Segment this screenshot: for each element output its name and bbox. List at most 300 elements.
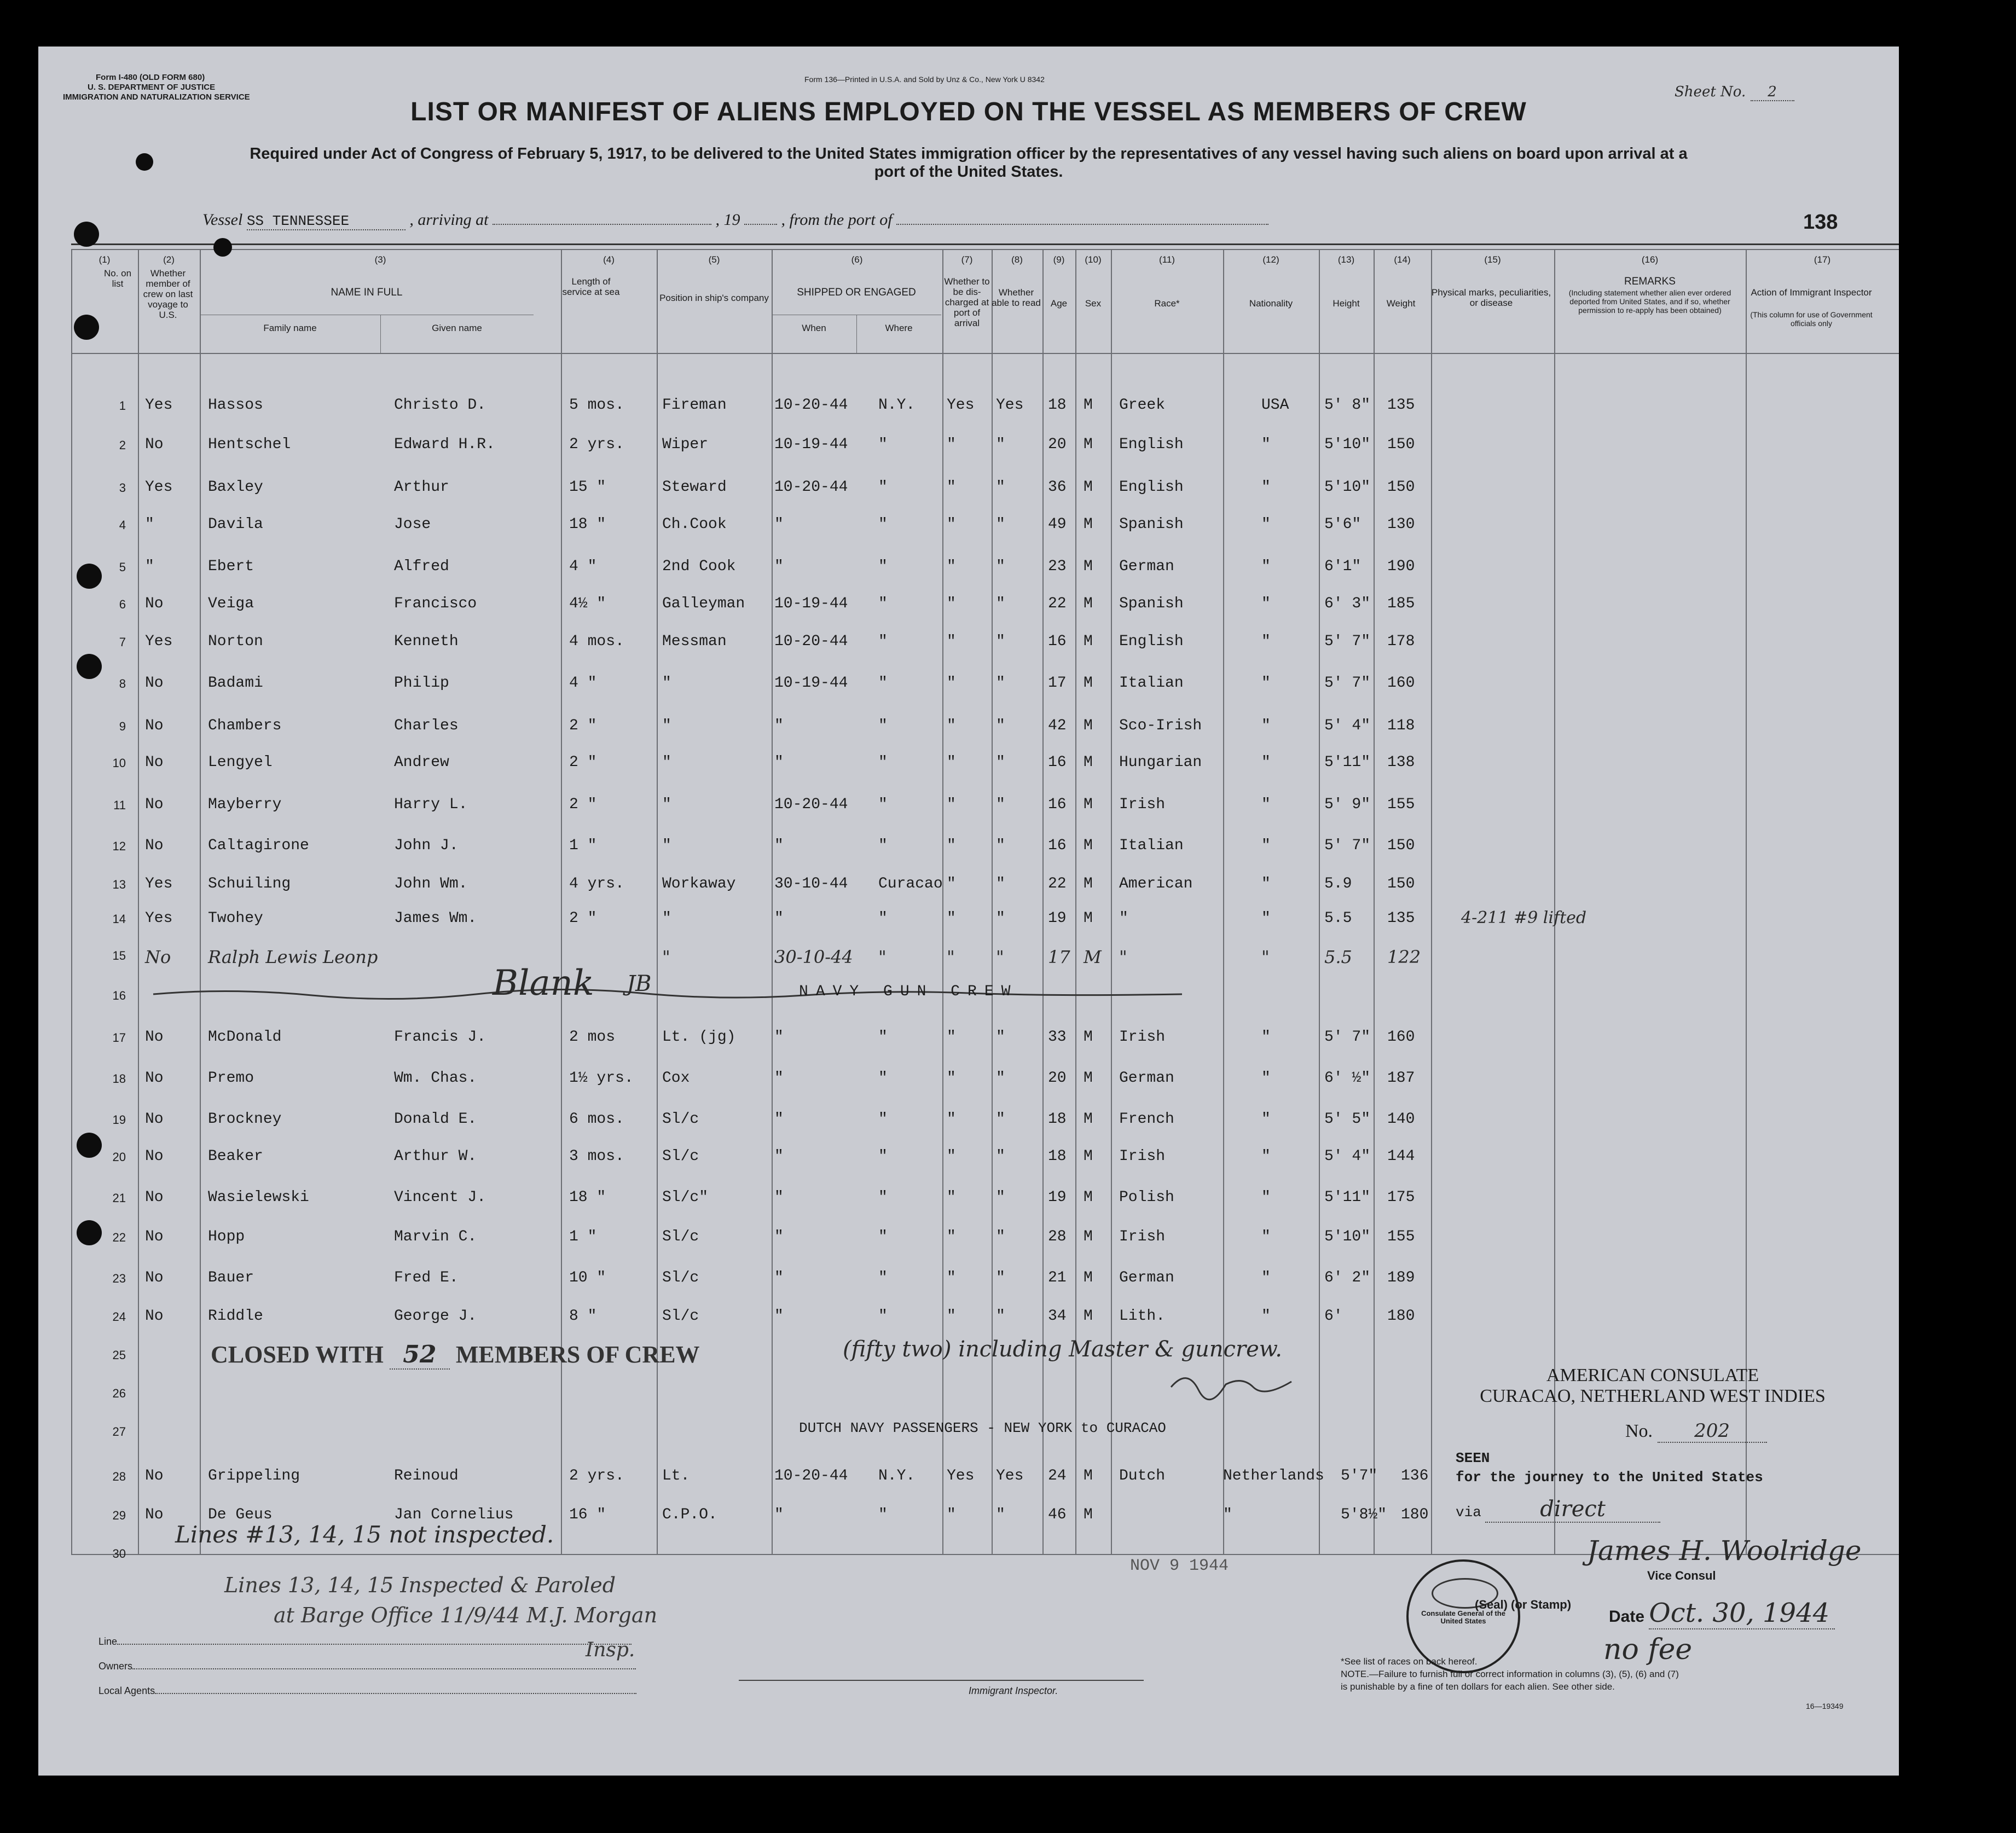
cell-when: " — [774, 1111, 784, 1128]
row-number: 23 — [112, 1272, 126, 1285]
blank-initials: JB — [627, 971, 652, 996]
cell-discharged: Yes — [947, 397, 975, 414]
cell-prev: " — [145, 516, 154, 533]
cell-position: Sl/c — [662, 1269, 699, 1286]
cell-sex: M — [1084, 397, 1093, 414]
colhead-age: Age — [1050, 298, 1068, 309]
cell-sex: M — [1084, 1029, 1093, 1046]
colhead-member: Whether member of crew on last voyage to U.S. — [143, 268, 193, 320]
row-number: 20 — [112, 1150, 126, 1164]
cell-height: 5'10" — [1324, 436, 1371, 453]
cell-race: Dutch — [1119, 1467, 1166, 1484]
cell-where: " — [878, 479, 888, 496]
cell-weight: 155 — [1387, 796, 1415, 813]
cell-discharged: " — [947, 1506, 956, 1523]
cell-read: " — [996, 558, 1005, 575]
cell-discharged: " — [947, 796, 956, 813]
cell-nationality: " — [1261, 1070, 1271, 1087]
cell-position: Sl/c — [662, 1148, 699, 1165]
punch-hole — [74, 222, 99, 247]
date-stamp: NOV 9 1944 — [1130, 1557, 1229, 1575]
cell-prev: No — [145, 1269, 164, 1286]
cell-given: Marvin C. — [394, 1228, 477, 1245]
cell-race: English — [1119, 479, 1184, 496]
cell-height: 5'11" — [1324, 754, 1371, 771]
cell-length: 2 " — [569, 717, 597, 734]
row-number: 19 — [112, 1113, 126, 1127]
cell-age: 46 — [1048, 1506, 1067, 1523]
immigrant-inspector-label: Immigrant Inspector. — [969, 1685, 1058, 1696]
cell-age: 34 — [1048, 1308, 1067, 1325]
subtitle — [71, 145, 1866, 181]
cell-read: " — [996, 1029, 1005, 1046]
cell-age: 20 — [1048, 1070, 1067, 1087]
cell-given: John Wm. — [394, 875, 468, 892]
cell-where: " — [878, 633, 888, 650]
cell-read: " — [996, 875, 1005, 892]
cell-race: Irish — [1119, 1029, 1166, 1046]
punch-hole — [77, 1133, 102, 1158]
column-subrule — [380, 315, 381, 353]
cell-read: " — [996, 1070, 1005, 1087]
cell-where: " — [878, 1189, 888, 1206]
cell-height: 5' 5" — [1324, 1111, 1371, 1128]
cell-sex: M — [1084, 1189, 1093, 1206]
cell-sex: M — [1084, 717, 1093, 734]
cell-age: 42 — [1048, 717, 1067, 734]
closed-suffix: MEMBERS OF CREW — [455, 1341, 700, 1368]
races-note: *See list of races on back hereof. — [1341, 1656, 1478, 1667]
cell-length: 2 yrs. — [569, 1467, 624, 1484]
cell-height: 5' 7" — [1324, 837, 1371, 854]
cell-length: 16 " — [569, 1506, 606, 1523]
punch-hole — [77, 1220, 102, 1245]
closed-initials-scribble — [1166, 1365, 1297, 1403]
cell-prev: Yes — [145, 875, 173, 892]
cell-sex: M — [1084, 1506, 1093, 1523]
column-number: (1) — [99, 254, 111, 265]
cell-where: " — [878, 1308, 888, 1325]
row-number: 26 — [112, 1387, 126, 1400]
cell-race: German — [1119, 558, 1174, 575]
cell-given: George J. — [394, 1308, 477, 1325]
cell-prev: Yes — [145, 910, 173, 927]
colhead-weight: Weight — [1386, 298, 1416, 309]
printer-line: Form 136—Printed in U.S.A. and Sold by Unz & Co., New York U 8342 — [804, 75, 1045, 84]
cell-given: Reinoud — [394, 1467, 459, 1484]
cell-nationality: " — [1261, 436, 1271, 453]
cell-discharged: Yes — [947, 1467, 975, 1484]
lines-note-2: Lines 13, 14, 15 Inspected & Paroled — [224, 1573, 616, 1597]
colhead-name: NAME IN FULL — [331, 287, 403, 298]
cell-when: 10-20-44 — [774, 1467, 848, 1484]
column-number: (5) — [708, 254, 720, 265]
cell-race: American — [1119, 875, 1193, 892]
cell-age: 16 — [1048, 796, 1067, 813]
cell-height: 6' 2" — [1324, 1269, 1371, 1286]
cell-sex: M — [1084, 595, 1093, 612]
cell-family: De Geus — [208, 1506, 273, 1523]
column-number: (4) — [603, 254, 615, 265]
footer-agents-label: Local Agents — [99, 1685, 155, 1696]
cell-nationality: USA — [1261, 397, 1289, 414]
cell-weight: 180 — [1401, 1506, 1429, 1523]
cell-weight: 185 — [1387, 595, 1415, 612]
cell-read: " — [996, 837, 1005, 854]
cell-when: " — [774, 837, 784, 854]
cell-age: 23 — [1048, 558, 1067, 575]
cell-height: 5'8½" — [1341, 1506, 1387, 1523]
cell-when: 10-20-44 — [774, 796, 848, 813]
cell-nationality: " — [1223, 1506, 1232, 1523]
vice-consul-label: Vice Consul — [1647, 1569, 1716, 1582]
column-rule — [1554, 249, 1555, 1554]
row-number: 10 — [112, 756, 126, 770]
cell-prev: No — [145, 675, 164, 692]
consulate-date — [1609, 1598, 1835, 1629]
cell-sex: M — [1084, 675, 1093, 692]
column-number: (13) — [1337, 254, 1355, 265]
form-id-line: IMMIGRATION AND NATURALIZATION SERVICE — [63, 92, 250, 102]
arriving-blank — [493, 224, 711, 225]
cell-where: " — [878, 717, 888, 734]
cell-age: 18 — [1048, 397, 1067, 414]
footer-line-label: Line — [99, 1636, 118, 1647]
cell-height: 5'10" — [1324, 1228, 1371, 1245]
cell-nationality: " — [1261, 796, 1271, 813]
row-number: 17 — [112, 1031, 126, 1045]
cell-sex: M — [1084, 875, 1093, 892]
cell-given: Edward H.R. — [394, 436, 495, 453]
consul-signature: James H. Woolridge — [1587, 1535, 1862, 1567]
cell-nationality: " — [1261, 875, 1271, 892]
cell-sex: M — [1084, 754, 1093, 771]
cell-race: " — [1119, 947, 1127, 967]
cell-family: Veiga — [208, 595, 254, 612]
cell-given: Andrew — [394, 754, 449, 771]
cell-family: Schuiling — [208, 875, 291, 892]
cell-given: Alfred — [394, 558, 449, 575]
cell-when: 10-19-44 — [774, 595, 848, 612]
cell-family: Hentschel — [208, 436, 291, 453]
footer-line — [99, 1636, 632, 1648]
cell-read: " — [996, 1269, 1005, 1286]
cell-height: 6' 3" — [1324, 595, 1371, 612]
cell-read: " — [996, 1308, 1005, 1325]
row-number: 16 — [112, 989, 126, 1002]
cell-age: 17 — [1048, 947, 1070, 967]
cell-prev: No — [145, 1506, 164, 1523]
column-rule — [1319, 249, 1320, 1554]
column-rule — [1746, 249, 1747, 1554]
cell-when: 10-19-44 — [774, 436, 848, 453]
cell-length: 2 mos — [569, 1029, 616, 1046]
manifest-sheet — [38, 47, 1899, 1776]
cell-prev: No — [145, 595, 164, 612]
cell-weight: 135 — [1387, 397, 1415, 414]
cell-prev: No — [145, 837, 164, 854]
cell-age: 22 — [1048, 595, 1067, 612]
row-number: 6 — [119, 598, 126, 611]
cell-weight: 144 — [1387, 1148, 1415, 1165]
cell-race: Sco-Irish — [1119, 717, 1202, 734]
fine-note: NOTE.—Failure to furnish full or correct information in columns (3), (5), (6) and (7) — [1341, 1669, 1679, 1679]
cell-read: " — [996, 516, 1005, 533]
cell-sex: M — [1084, 910, 1093, 927]
cell-nationality: " — [1261, 1269, 1271, 1286]
cell-family: Hopp — [208, 1228, 245, 1245]
table-top-rule-2 — [71, 249, 1899, 250]
cell-position: Sl/c — [662, 1308, 699, 1325]
cell-position: Wiper — [662, 436, 709, 453]
colhead-height: Height — [1333, 298, 1360, 309]
cell-family: Beaker — [208, 1148, 263, 1165]
cell-weight: 189 — [1387, 1269, 1415, 1286]
row-number: 4 — [119, 518, 126, 532]
cell-race: Polish — [1119, 1189, 1174, 1206]
cell-age: 21 — [1048, 1269, 1067, 1286]
cell-race: German — [1119, 1070, 1174, 1087]
column-number: (10) — [1085, 254, 1102, 265]
cell-family: Riddle — [208, 1308, 263, 1325]
cell-race: Lith. — [1119, 1308, 1166, 1325]
cell-when: " — [774, 1029, 784, 1046]
row16-strike — [148, 982, 1187, 1004]
journey-label: for the journey to the United States — [1456, 1469, 1763, 1486]
column-number: (9) — [1053, 254, 1065, 265]
cell-where: " — [878, 1228, 888, 1245]
consulate-line2: CURACAO, NETHERLAND WEST INDIES — [1480, 1386, 1826, 1406]
cell-length: 4 mos. — [569, 633, 624, 650]
cell-length: 15 " — [569, 479, 606, 496]
column-rule — [138, 249, 139, 1554]
cell-discharged: " — [947, 837, 956, 854]
cell-when: 10-20-44 — [774, 479, 848, 496]
blank-handwriting: Blank — [493, 963, 594, 1003]
cell-age: 33 — [1048, 1029, 1067, 1046]
cell-position: " — [662, 754, 671, 771]
cell-when: " — [774, 1070, 784, 1087]
cell-where: " — [878, 1148, 888, 1165]
cell-given: Jan Cornelius — [394, 1506, 514, 1523]
cell-where: " — [878, 1070, 888, 1087]
consulate-number — [1625, 1420, 1767, 1443]
colhead-position: Position in ship's company — [659, 293, 769, 303]
cell-when: 10-20-44 — [774, 633, 848, 650]
column-rule — [772, 249, 773, 1554]
cell-nationality: " — [1261, 1148, 1271, 1165]
cell-age: 24 — [1048, 1467, 1067, 1484]
cell-weight: 150 — [1387, 479, 1415, 496]
sheet-no-value: 2 — [1751, 84, 1794, 101]
cell-weight: 150 — [1387, 837, 1415, 854]
consulate-line1: AMERICAN CONSULATE — [1546, 1365, 1759, 1385]
cell-when: " — [774, 717, 784, 734]
cell-given: Donald E. — [394, 1111, 477, 1128]
colhead-length: Length of service at sea — [562, 276, 620, 297]
cell-family: Davila — [208, 516, 263, 533]
column-number: (11) — [1159, 254, 1175, 265]
cell-family: McDonald — [208, 1029, 282, 1046]
closed-count: 52 — [390, 1341, 450, 1370]
cell-where: " — [878, 595, 888, 612]
cell-read: " — [996, 717, 1005, 734]
navy-gun-crew: NAVY GUN CREW — [799, 983, 1018, 1000]
cell-given: John J. — [394, 837, 459, 854]
cell-length: 18 " — [569, 516, 606, 533]
colhead-nationality: Nationality — [1249, 298, 1293, 309]
cell-age: 18 — [1048, 1148, 1067, 1165]
cell-given: Christo D. — [394, 397, 486, 414]
cell-position: Sl/c — [662, 1228, 699, 1245]
cell-position: " — [662, 717, 671, 734]
cell-race: Hungarian — [1119, 754, 1202, 771]
cell-read: " — [996, 1189, 1005, 1206]
row-number: 7 — [119, 635, 126, 649]
cell-length: 5 mos. — [569, 397, 624, 414]
punch-hole — [77, 654, 102, 679]
colhead-shipped: SHIPPED OR ENGAGED — [797, 287, 916, 298]
colhead-no: No. on list — [103, 268, 132, 289]
cell-discharged: " — [947, 516, 956, 533]
cell-nationality: " — [1261, 1228, 1271, 1245]
vessel-name: SS TENNESSEE — [247, 213, 405, 230]
cell-length: 2 " — [569, 754, 597, 771]
cell-sex: M — [1084, 1308, 1093, 1325]
cell-nationality: " — [1261, 837, 1271, 854]
cell-length: 10 " — [569, 1269, 606, 1286]
cell-length: 18 " — [569, 1189, 606, 1206]
row-number: 22 — [112, 1231, 126, 1244]
cell-position: Workaway — [662, 875, 736, 892]
cell-discharged: " — [947, 675, 956, 692]
cell-race: Italian — [1119, 837, 1184, 854]
colhead-action: Action of Immigrant Inspector — [1751, 287, 1872, 298]
cell-weight: 140 — [1387, 1111, 1415, 1128]
cell-given: Arthur — [394, 479, 449, 496]
cell-when: " — [774, 1269, 784, 1286]
form-number: 16—19349 — [1806, 1702, 1844, 1710]
cell-sex: M — [1084, 516, 1093, 533]
cell-nationality: " — [1261, 675, 1271, 692]
row-number: 8 — [119, 677, 126, 691]
cell-read: " — [996, 796, 1005, 813]
column-number: (7) — [961, 254, 973, 265]
cell-position: Galleyman — [662, 595, 745, 612]
cell-position: Lt. — [662, 1467, 690, 1484]
date-label: Date — [1609, 1608, 1645, 1626]
cell-family: Premo — [208, 1070, 254, 1087]
row-number: 2 — [119, 438, 126, 452]
cell-given: Philip — [394, 675, 449, 692]
cell-family: Ralph Lewis Leonp — [208, 947, 378, 967]
cell-nationality: " — [1261, 558, 1271, 575]
cell-read: " — [996, 1228, 1005, 1245]
column-number: (12) — [1262, 254, 1279, 265]
cell-height: 5' 9" — [1324, 796, 1371, 813]
cell-weight: 150 — [1387, 436, 1415, 453]
cell-nationality: " — [1261, 754, 1271, 771]
cell-race: Greek — [1119, 397, 1166, 414]
cell-weight: 190 — [1387, 558, 1415, 575]
colhead-when: When — [802, 323, 826, 333]
cell-family: Mayberry — [208, 796, 282, 813]
cell-discharged: " — [947, 910, 956, 927]
cell-height: 5' 4" — [1324, 717, 1371, 734]
cell-weight: 175 — [1387, 1189, 1415, 1206]
cell-when: 10-20-44 — [774, 397, 848, 414]
cell-prev: No — [145, 1070, 164, 1087]
cell-discharged: " — [947, 1189, 956, 1206]
cell-position: " — [662, 796, 671, 813]
colhead-discharged: Whether to be dis-charged at port of arrival — [944, 276, 990, 328]
cell-where: " — [878, 1111, 888, 1128]
cell-where: Curacao — [878, 875, 943, 892]
cell-prev: No — [145, 1189, 164, 1206]
cell-when: " — [774, 516, 784, 533]
cell-position: " — [662, 947, 670, 967]
footer-owners-blank — [132, 1668, 636, 1669]
row-number: 15 — [112, 949, 126, 962]
punch-hole — [136, 153, 153, 171]
cell-nationality: " — [1261, 910, 1271, 927]
cell-discharged: " — [947, 754, 956, 771]
cell-race: Irish — [1119, 1148, 1166, 1165]
cell-read: " — [996, 947, 1004, 967]
cell-discharged: " — [947, 558, 956, 575]
cell-family: Caltagirone — [208, 837, 309, 854]
year-blank — [744, 224, 777, 225]
punch-hole — [213, 238, 232, 257]
cell-sex: M — [1084, 1269, 1093, 1286]
cell-height: 5'10" — [1324, 479, 1371, 496]
cell-nationality: " — [1261, 1111, 1271, 1128]
row-number: 14 — [112, 912, 126, 926]
cell-prev: No — [145, 754, 164, 771]
cell-prev: No — [145, 436, 164, 453]
cell-position: Fireman — [662, 397, 727, 414]
cell-position: " — [662, 837, 671, 854]
cell-length: 4 " — [569, 558, 597, 575]
cell-when: 30-10-44 — [774, 947, 853, 967]
cell-age: 17 — [1048, 675, 1067, 692]
column-number: (16) — [1641, 254, 1659, 265]
cell-read: " — [996, 1148, 1005, 1165]
row14-remark: 4-211 #9 lifted — [1461, 908, 1587, 927]
cell-height: 5'7" — [1341, 1467, 1378, 1484]
dutch-passengers-header: DUTCH NAVY PASSENGERS - NEW YORK to CURACAO — [799, 1420, 1166, 1436]
footer-agents-blank — [155, 1693, 636, 1694]
cell-read: " — [996, 436, 1005, 453]
punch-hole — [77, 564, 102, 589]
cell-read: " — [996, 754, 1005, 771]
cell-weight: 138 — [1387, 754, 1415, 771]
colhead-family: Family name — [263, 323, 317, 333]
column-rule — [1374, 249, 1375, 1554]
fine-note-2: is punishable by a fine of ten dollars for each alien. See other side. — [1341, 1681, 1615, 1692]
cell-length: 1 " — [569, 837, 597, 854]
cell-sex: M — [1084, 947, 1102, 967]
cell-family: Bauer — [208, 1269, 254, 1286]
cell-read: Yes — [996, 1467, 1024, 1484]
cell-discharged: " — [947, 595, 956, 612]
cell-weight: 130 — [1387, 516, 1415, 533]
cell-given: Kenneth — [394, 633, 459, 650]
no-fee: no fee — [1603, 1633, 1693, 1666]
cell-sex: M — [1084, 1467, 1093, 1484]
colhead-read: Whether able to read — [992, 287, 1041, 308]
cell-when: " — [774, 1308, 784, 1325]
